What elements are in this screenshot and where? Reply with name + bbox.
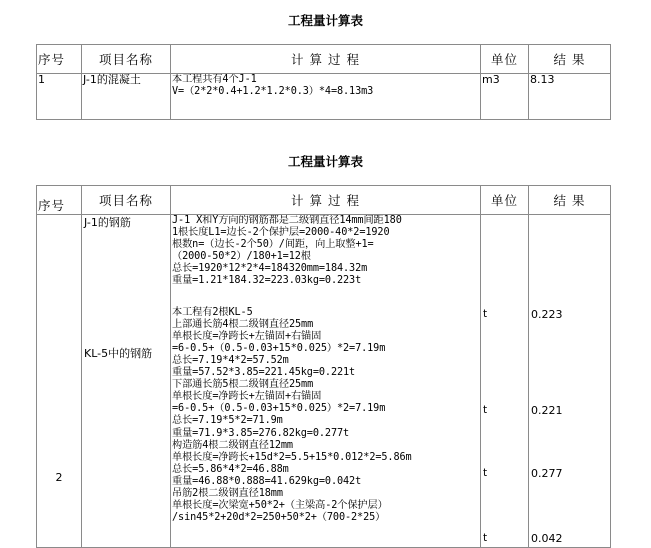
calc-line: J-1 X和Y方向的钢筋都是二级钢直径14mm间距180 <box>172 215 402 226</box>
unit-value: t <box>483 308 488 320</box>
calc-line: 总长=1920*12*2*4=184320mm=184.32m <box>172 263 368 275</box>
calc-line: 单根长度=净跨长+15d*2=5.5+15*0.012*2=5.86m <box>172 451 412 463</box>
calc-line: 重量=57.52*3.85=221.45kg=0.221t <box>172 367 356 379</box>
calc-line: V=（2*2*0.4+1.2*1.2*0.3）*4=8.13m3 <box>172 86 374 98</box>
calc-line: 重量=1.21*184.32=223.03kg=0.223t <box>172 275 362 287</box>
unit-value: t <box>483 467 488 479</box>
calc-line: 单根长度=次梁宽+50*2+（主梁高-2个保护层） <box>172 500 388 512</box>
header-seq: 序号 <box>37 186 82 215</box>
item-name-j1-rebar: J-1的钢筋 <box>84 216 131 229</box>
calc-line: 根数n=（边长-2个50）/间距，向上取整+1= <box>172 239 374 251</box>
unit-value: t <box>483 404 488 416</box>
calc-line: 本工程共有4个J-1 <box>172 74 257 85</box>
header-calc-process: 计 算 过 程 <box>171 186 481 215</box>
calc-line: 单根长度=净跨长+左锚固+右锚固 <box>172 391 322 403</box>
calc-line: 构造筋4根二级钢直径12mm <box>172 439 293 451</box>
result-value: 0.223 <box>531 308 563 321</box>
calc-line: 总长=7.19*5*2=71.9m <box>172 415 283 427</box>
calc-line: 总长=5.86*4*2=46.88m <box>172 463 289 475</box>
row-item-name-cell <box>82 215 171 548</box>
calc-line: 总长=7.19*4*2=57.52m <box>172 354 289 366</box>
table-row <box>37 74 611 120</box>
header-result: 结 果 <box>529 186 611 215</box>
calc-line: 吊筋2根二级钢直径18mm <box>172 487 283 499</box>
calc-line: 重量=71.9*3.85=276.82kg=0.277t <box>172 427 350 439</box>
result-value: 0.042 <box>531 532 563 545</box>
header-item-name: 项目名称 <box>82 45 171 74</box>
row-calc <box>171 215 481 548</box>
header-row <box>37 45 611 74</box>
calc-line: =6-0.5+（0.5-0.03+15*0.025）*2=7.19m <box>172 403 386 415</box>
table1-title: 工程量计算表 <box>287 13 363 28</box>
row-result-cell <box>529 215 611 548</box>
row-calc <box>171 74 481 120</box>
calc-line: （2000-50*2）/180+1=12根 <box>172 251 311 263</box>
row-unit-cell <box>481 215 529 548</box>
result-value: 0.221 <box>531 404 563 417</box>
header-unit: 单位 <box>481 186 529 215</box>
row-seq-cell <box>37 215 82 548</box>
calc-line: 1根长度L1=边长-2个保护层=2000-40*2=1920 <box>172 227 390 239</box>
header-seq: 序号 <box>37 45 82 74</box>
result-value: 0.277 <box>531 467 563 480</box>
row-unit: m3 <box>481 74 529 120</box>
header-item-name: 项目名称 <box>82 186 171 215</box>
calc-line: 重量=46.88*0.888=41.629kg=0.042t <box>172 475 362 487</box>
table-row <box>37 215 611 548</box>
header-calc-process: 计 算 过 程 <box>171 45 481 74</box>
header-row <box>37 186 611 215</box>
calc-line: 上部通长筋4根二级钢直径25mm <box>172 318 314 330</box>
row-seq: 1 <box>37 74 82 120</box>
calc-line: 下部通长筋5根二级钢直径25mm <box>172 379 314 391</box>
row-result: 8.13 <box>529 74 611 120</box>
header-result: 结 果 <box>529 45 611 74</box>
calc-line: 本工程有2根KL-5 <box>172 306 253 318</box>
header-unit: 单位 <box>481 45 529 74</box>
unit-value: t <box>483 532 488 544</box>
row-item-name: J-1的混凝土 <box>82 74 171 120</box>
calc-line: =6-0.5+（0.5-0.03+15*0.025）*2=7.19m <box>172 342 386 354</box>
row-seq: 2 <box>55 471 63 484</box>
calc-line: 单根长度=净跨长+左锚固+右锚固 <box>172 330 322 342</box>
calc-line: /sin45*2+20d*2=250+50*2+（700-2*25） <box>172 512 386 524</box>
table2-title: 工程量计算表 <box>287 154 363 169</box>
item-name-kl5-rebar: KL-5中的钢筋 <box>84 347 153 360</box>
calc-table-1 <box>36 44 611 120</box>
calc-table-2 <box>36 185 611 548</box>
